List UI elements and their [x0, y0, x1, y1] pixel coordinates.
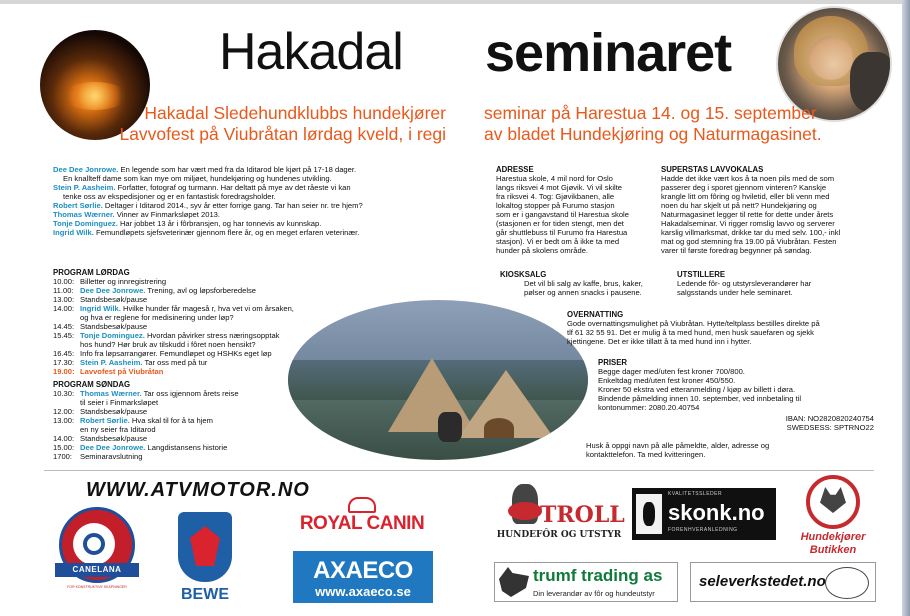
program-row [53, 295, 323, 304]
troll-logo [494, 480, 624, 544]
canelana-logo [55, 507, 139, 607]
subtitle-right-line-1: seminar på Harestua 14. og 15. september [484, 103, 817, 123]
speaker-text: Forfatter, fotograf og turmann. Har deltatt på mye av det råeste vi kan [117, 183, 351, 192]
text-line: Kroner 50 ekstra ved etteranmelding / kjøp av billett i døra. [598, 385, 796, 394]
skonk-subtitle: FORENHVERANLEDNING [668, 527, 738, 533]
program-text: Standsbesøk/pause [80, 322, 148, 331]
exhibitors-text [677, 279, 867, 297]
speaker-name: Ingrid Wilk. [53, 228, 94, 237]
hundekjorer-text: Hundekjører [800, 531, 866, 543]
address-text [496, 174, 654, 255]
speaker-row [53, 201, 433, 210]
program-text: Billetter og innregistrering [80, 277, 167, 286]
program-description [80, 277, 323, 286]
speaker-row [53, 219, 433, 228]
top-border [0, 0, 910, 4]
program-text: Trening, avl og løpsforberedelse [147, 286, 257, 295]
lavvo-party-section [661, 165, 871, 255]
text-line: krangle litt om fôring og hviletid, eller bli venn med [661, 192, 830, 201]
text-line: hunder på skolens område. [496, 246, 589, 255]
program-description [80, 452, 323, 461]
program-row [53, 358, 323, 367]
axaeco-text: AXAECO [313, 557, 413, 584]
program-row [53, 349, 323, 358]
program-time: 1700: [53, 452, 73, 461]
program-description [80, 416, 323, 425]
program-text: Hvordan påvirker stress næringsopptak [146, 331, 280, 340]
program-description [80, 295, 323, 304]
text-line: som er i gangavstand til Harestua skole [496, 210, 629, 219]
program-time: 11.00: [53, 286, 74, 295]
program-sunday [53, 380, 323, 461]
program-row [53, 434, 323, 443]
lavvo-party-title: SUPERSTAS LAVVOKALAS [661, 165, 764, 174]
program-description [80, 331, 323, 340]
program-time: 14.00: [53, 434, 75, 443]
program-saturday-title: PROGRAM LØRDAG [53, 268, 130, 277]
text-line: (stasjonen er for tiden stengt, men det [496, 219, 624, 228]
text-line: noen du har skjelt ut på nett? Hundekjøring og [661, 201, 817, 210]
text-line: Hadde det ikke vært kos å ta noen pils med de som [661, 174, 835, 183]
speaker-text: Deltager i Iditarod 2014., syv år etter forrige gang. Tar han seier nr. tre hjem? [104, 201, 363, 210]
program-description [80, 304, 323, 313]
canelana-tagline: FOR KONSTRUKTIVE SKAPNINGER [67, 585, 127, 589]
program-text: Standsbesøk/pause [80, 407, 148, 416]
program-row [53, 331, 323, 340]
accommodation-section [567, 310, 867, 346]
speaker-row [53, 183, 433, 192]
accommodation-title: OVERNATTING [567, 310, 624, 319]
people-silhouette [438, 412, 462, 442]
text-line: kjettingene. Det er ikke tillatt å ta med hund inn i hytter. [567, 337, 752, 346]
address-title: ADRESSE [496, 165, 534, 174]
canelana-banner: CANELANA [55, 563, 139, 577]
text-line: tlf 61 32 55 91. Det er mulig å ta med hund, men husk sauefaren og sjekk [567, 328, 814, 337]
text-line: passerer deg i sporet gjennom vinteren? Kanskje [661, 183, 827, 192]
speaker-row [53, 174, 433, 183]
speaker-text: Vinner av Finmarksløpet 2013. [116, 210, 221, 219]
speaker-name: Robert Sørlie. [53, 201, 103, 210]
trumf-subtitle: Din leverandør av fôr og hundeutstyr [533, 589, 655, 598]
text-line: Gode overnattingsmulighet på Viubråtan. Hytte/teltplass bestilles direkte på [567, 319, 820, 328]
subtitle-left-line-2: Lavvofest på Viubråtan lørdag kveld, i regi [119, 124, 446, 144]
bewe-text: BEWE [181, 586, 229, 603]
prices-title: PRISER [598, 358, 628, 367]
program-time: 12.00: [53, 407, 75, 416]
text-line: Ledende fôr- og utstyrsleverandører har [677, 279, 812, 288]
right-window-edge [902, 0, 910, 616]
text-line: kontonummer: 2080.20.40754 [598, 403, 700, 412]
royal-canin-logo [298, 497, 426, 541]
troll-text: TROLL [540, 502, 625, 528]
program-row [53, 443, 323, 452]
title-seminaret: seminaret [485, 23, 732, 83]
lavvo-tent-photo [288, 300, 588, 460]
kiosk-text [500, 279, 675, 297]
troll-body-icon [508, 502, 542, 520]
subtitle-right [484, 103, 864, 145]
program-text: Lavvofest på Viubråtan [80, 367, 164, 376]
hundekjorer-butikken-logo [786, 475, 880, 561]
seleverkstedet-badge-icon [825, 567, 869, 599]
program-continuation: til seier i Finmarksløpet [80, 398, 159, 407]
program-text: Standsbesøk/pause [80, 295, 148, 304]
program-text: Standsbesøk/pause [80, 434, 148, 443]
trumf-trading-logo [494, 562, 678, 602]
sponsor-divider [44, 470, 874, 471]
program-description [80, 407, 323, 416]
program-row [53, 304, 323, 313]
program-speaker: Dee Dee Jonrowe. [80, 443, 146, 452]
text-line: Det vil bli salg av kaffe, brus, kaker, [524, 279, 643, 288]
program-text: Info fra løpsarrangører. Femundløpet og HSHKs eget løp [80, 349, 272, 358]
program-continuation: hos hund? Hør bruk av tilskudd i fôret noen hensikt? [80, 340, 256, 349]
program-row [53, 407, 323, 416]
program-speaker: Thomas Wærner. [80, 389, 142, 398]
ram-icon [83, 533, 105, 555]
speaker-text: En legende som har vært med fra da Iditarod ble kjørt på 17-18 dager. [120, 165, 357, 174]
reminder-text [586, 441, 876, 459]
program-sunday-title: PROGRAM SØNDAG [53, 380, 131, 389]
title-hakadal: Hakadal [219, 23, 403, 81]
program-description [80, 389, 323, 398]
program-description [80, 286, 323, 295]
program-text: Hva skal til for å ta hjem [131, 416, 213, 425]
crown-icon [348, 497, 376, 513]
seleverkstedet-logo [690, 562, 876, 602]
speaker-name: Dee Dee Jonrowe. [53, 165, 119, 174]
text-line: Husk å oppgi navn på alle påmeldte, alder, adresse og [586, 441, 770, 450]
program-speaker: Stein P. Aasheim. [80, 358, 143, 367]
kiosk-title: KIOSKSALG [500, 270, 547, 279]
program-row [53, 277, 323, 286]
program-text: Langdistansens historie [147, 443, 228, 452]
text-line: Enkeltdag med/uten fest kroner 450/550. [598, 376, 736, 385]
program-speaker: Tonje Dominguez. [80, 331, 145, 340]
speaker-name: Thomas Wærner. [53, 210, 115, 219]
prices-section [598, 358, 868, 412]
program-row [53, 322, 323, 331]
butikken-text: Butikken [809, 544, 857, 556]
text-line: Harestua skole, 4 mil nord for Oslo [496, 174, 613, 183]
subtitle-left [78, 103, 446, 145]
program-text: Tar oss igjennom årets reise [143, 389, 239, 398]
bank-details [700, 414, 874, 432]
subtitle-left-line-1: Hakadal Sledehundklubbs hundekjører [144, 103, 446, 123]
program-description [80, 434, 323, 443]
text-line: stasjon). Vi er bedt om å ikke ta med [496, 237, 620, 246]
program-row [53, 452, 323, 461]
text-line: Bindende påmelding innen 10. september, ved innbetaling til [598, 394, 802, 403]
program-time: 15.00: [53, 443, 75, 452]
axaeco-logo [293, 551, 433, 603]
program-description [80, 367, 323, 376]
program-description [80, 349, 323, 358]
program-time: 19.00: [53, 367, 75, 376]
speaker-text: Femundløpets sjefsveterinær gjennom flere år, og en meget erfaren veterinær. [95, 228, 360, 237]
program-time: 17.30: [53, 358, 75, 367]
program-time: 10.30: [53, 389, 75, 398]
skonk-top-text: KVALITETSSLEDER [668, 491, 723, 497]
dog-icon [499, 567, 529, 597]
seleverkstedet-text: seleverkstedet.no [699, 573, 826, 590]
speaker-name: Stein P. Aasheim. [53, 183, 116, 192]
exhibitors-section [677, 270, 867, 297]
program-continuation: og hva er reglene for medisinering under løp? [80, 313, 234, 322]
program-time: 13.00: [53, 416, 75, 425]
lavvo-party-text [661, 174, 871, 255]
text-line: lokaltog stopper på Furumo stasjon [496, 201, 615, 210]
text-line: Hakadalseminar. Vi rigger romslig lavvo og serverer [661, 219, 835, 228]
text-line: mat og god stemning fra 19.00 på Viubråtan. Festen [661, 237, 837, 246]
skonk-logo [632, 488, 776, 540]
text-line: Naturmagasinet legger til rette for dette under årets [661, 210, 834, 219]
reminder-section [586, 441, 876, 459]
speaker-text: tenke oss av ekspedisjoner og er en fantastisk foredragsholder. [63, 192, 276, 201]
trumf-text: trumf trading as [533, 566, 663, 585]
speaker-list [53, 165, 433, 237]
axaeco-url: www.axaeco.se [315, 584, 411, 599]
speaker-name: Tonje Dominguez. [53, 219, 118, 228]
troll-subtitle: HUNDEFÔR OG UTSTYR [496, 530, 622, 540]
speaker-row [53, 165, 433, 174]
text-line: fra riksvei 4. Tog: Gjøvikbanen, alle [496, 192, 615, 201]
atvmotor-logo: WWW.ATVMOTOR.NO [86, 479, 310, 501]
text-line: pølser og annen snacks i pausene. [524, 288, 642, 297]
prices-text [598, 367, 868, 412]
program-time: 16.45: [53, 349, 75, 358]
program-speaker: Ingrid Wilk. [80, 304, 121, 313]
speaker-text: Har jobbet 13 år i fôrbransjen, og har tonnevis av kunnskap. [119, 219, 322, 228]
text-line: går shuttlebuss til Furumo fra Harestua [496, 228, 628, 237]
bewe-logo [172, 512, 238, 606]
address-section [496, 165, 654, 255]
program-time: 15.45: [53, 331, 75, 340]
royal-canin-text: ROYAL CANIN [299, 513, 425, 534]
program-row [53, 416, 323, 425]
text-line: kontakttelefon. Ta med kvitteringen. [586, 450, 706, 459]
program-description [80, 443, 323, 452]
text-line: varer til første foredrag begynner på søndag. [661, 246, 812, 255]
skonk-badge-icon [636, 494, 662, 534]
text-line: karslig villmarksmat, drikke tar du med selv. 100,- inkl [661, 228, 841, 237]
program-row [53, 286, 323, 295]
program-time: 13.00: [53, 295, 75, 304]
program-time: 14.45: [53, 322, 75, 331]
program-text: Tar oss med på tur [144, 358, 208, 367]
program-row [53, 367, 323, 376]
program-speaker: Dee Dee Jonrowe. [80, 286, 146, 295]
program-time: 14.00: [53, 304, 75, 313]
program-description [80, 322, 323, 331]
tent-door [484, 418, 514, 438]
subtitle-right-line-2: av bladet Hundekjøring og Naturmagasinet. [484, 124, 822, 144]
program-text: Hvilke hunder får mageså r, hva vet vi om årsaken, [122, 304, 294, 313]
program-text: Seminaravslutning [80, 452, 143, 461]
program-row [53, 389, 323, 398]
skonk-text: skonk.no [668, 500, 765, 525]
program-speaker: Robert Sørlie. [80, 416, 130, 425]
program-continuation: en ny seier fra Iditarod [80, 425, 156, 434]
program-time: 10.00: [53, 277, 75, 286]
speaker-row [53, 192, 433, 201]
speaker-text: En knallteff dame som kan mye om miljøet, hundekjøring og hundenes utvikling. [63, 174, 332, 183]
text-line: Begge dager med/uten fest kroner 700/800. [598, 367, 745, 376]
text-line: langs riksvei 4 mot Gjøvik. Vi vil skilte [496, 183, 623, 192]
kiosk-section [500, 270, 675, 297]
speaker-row [53, 228, 433, 237]
program-saturday [53, 268, 323, 376]
exhibitors-title: UTSTILLERE [677, 270, 726, 279]
swift-text: SWEDSESS: SPTRNO22 [786, 423, 874, 432]
text-line: salgsstands under hele seminaret. [677, 288, 793, 297]
program-description [80, 358, 323, 367]
iban-text: IBAN: NO2820820240754 [785, 414, 874, 423]
speaker-row [53, 210, 433, 219]
accommodation-text [567, 319, 867, 346]
